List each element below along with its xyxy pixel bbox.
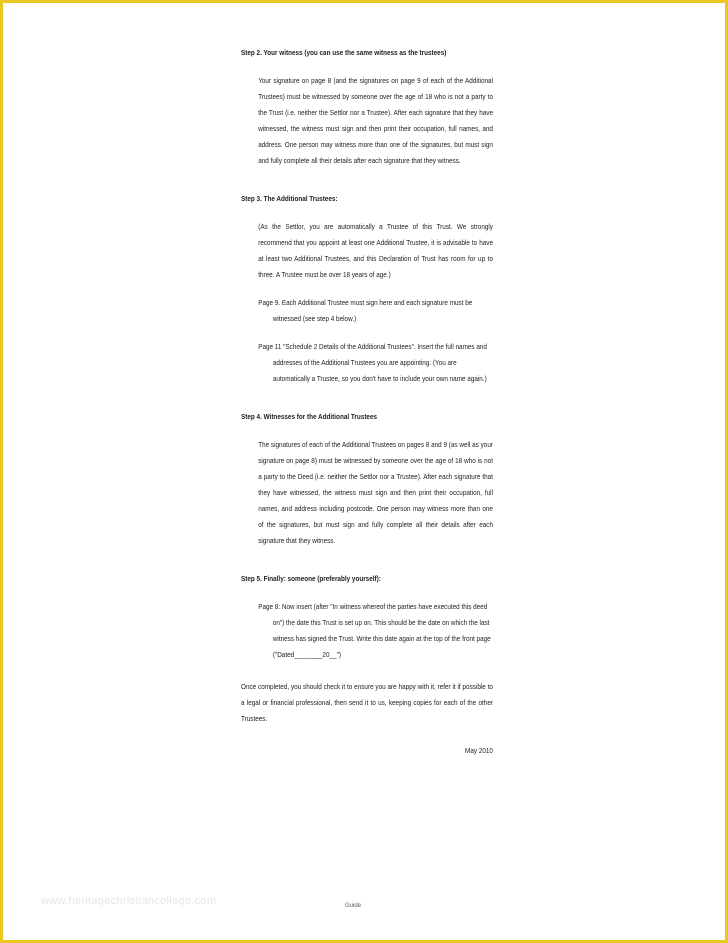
step4-body: The signatures of each of the Additional Trustees on pages 8 and 9 (as well as your signature on page 8) must be witnessed by someone over the age of 18 who is not a party to the Deed (i.e. neither the Settlor nor a Trustee). After each signature that they have witnessed, the witness must sign and then print their occupation, full names, and address including postcode. One person may witness more than one of the signatures, but must sign and fully complete all their details after each signature that they witness.	[258, 440, 493, 545]
step2-heading: Step 2. Your witness (you can use the same witness as the trustees)	[241, 48, 447, 57]
step2-body: Your signature on page 8 (and the signatures on page 9 of each of the Additional Trustees) must be witnessed by someone over the age of 18 who is not a party to the Trust (i.e. neither the Settlor nor a Trustee). After each signature that they have witnessed, the witness must sign and then print their occupation, full names, and address. One person may witness more than one of the signatures, but must sign and fully complete all their details after each signature that they witness.	[258, 76, 493, 165]
closing-paragraph: Once completed, you should check it to ensure you are happy with it, refer it if possible to a legal or financial professional, then send it to us, keeping copies for each of the other Trustees.	[241, 682, 493, 723]
step3-item-page9: Page 9. Each Additional Trustee must sign here and each signature must be witnessed (see step 4 below.)	[258, 298, 473, 323]
step5-item-page8: Page 8: Now insert (after "In witness whereof the parties have executed this deed on") the date this Trust is set up on. This should be the date on which the last witness has signed the Trust. Write this date again at the top of the front page ("Dated________20__")	[258, 602, 491, 659]
document-content	[241, 45, 493, 759]
spacer	[241, 327, 493, 339]
spacer	[241, 727, 493, 743]
step4-heading: Step 4. Witnesses for the Additional Trustees	[241, 412, 378, 421]
spacer	[241, 207, 493, 219]
spacer	[241, 283, 493, 295]
spacer	[241, 169, 493, 191]
spacer	[241, 387, 493, 409]
spacer	[241, 663, 493, 679]
spacer	[241, 587, 493, 599]
step3-item-page11: Page 11 "Schedule 2 Details of the Additional Trustees". Insert the full names and addresses of the Additional Trustees you are appointing. (You are automatically a Trustee, so you don't have to include your own name again.)	[258, 342, 487, 383]
document-date: May 2010	[465, 746, 493, 755]
document-page	[3, 3, 725, 940]
step5-heading: Step 5. Finally: someone (preferably yourself):	[241, 574, 381, 583]
page-footer: Guide	[345, 903, 362, 909]
watermark: www.heritagechristiancollege.com	[41, 895, 217, 907]
spacer	[241, 61, 493, 73]
spacer	[241, 549, 493, 571]
step3-heading: Step 3. The Additional Trustees:	[241, 194, 338, 203]
step3-body: (As the Settlor, you are automatically a Trustee of this Trust. We strongly recommend that you appoint at least one Additional Trustee, it is advisable to have at least two Additional Trustees, and this Declaration of Trust has room for up to three. A Trustee must be over 18 years of age.)	[258, 222, 493, 279]
spacer	[241, 425, 493, 437]
